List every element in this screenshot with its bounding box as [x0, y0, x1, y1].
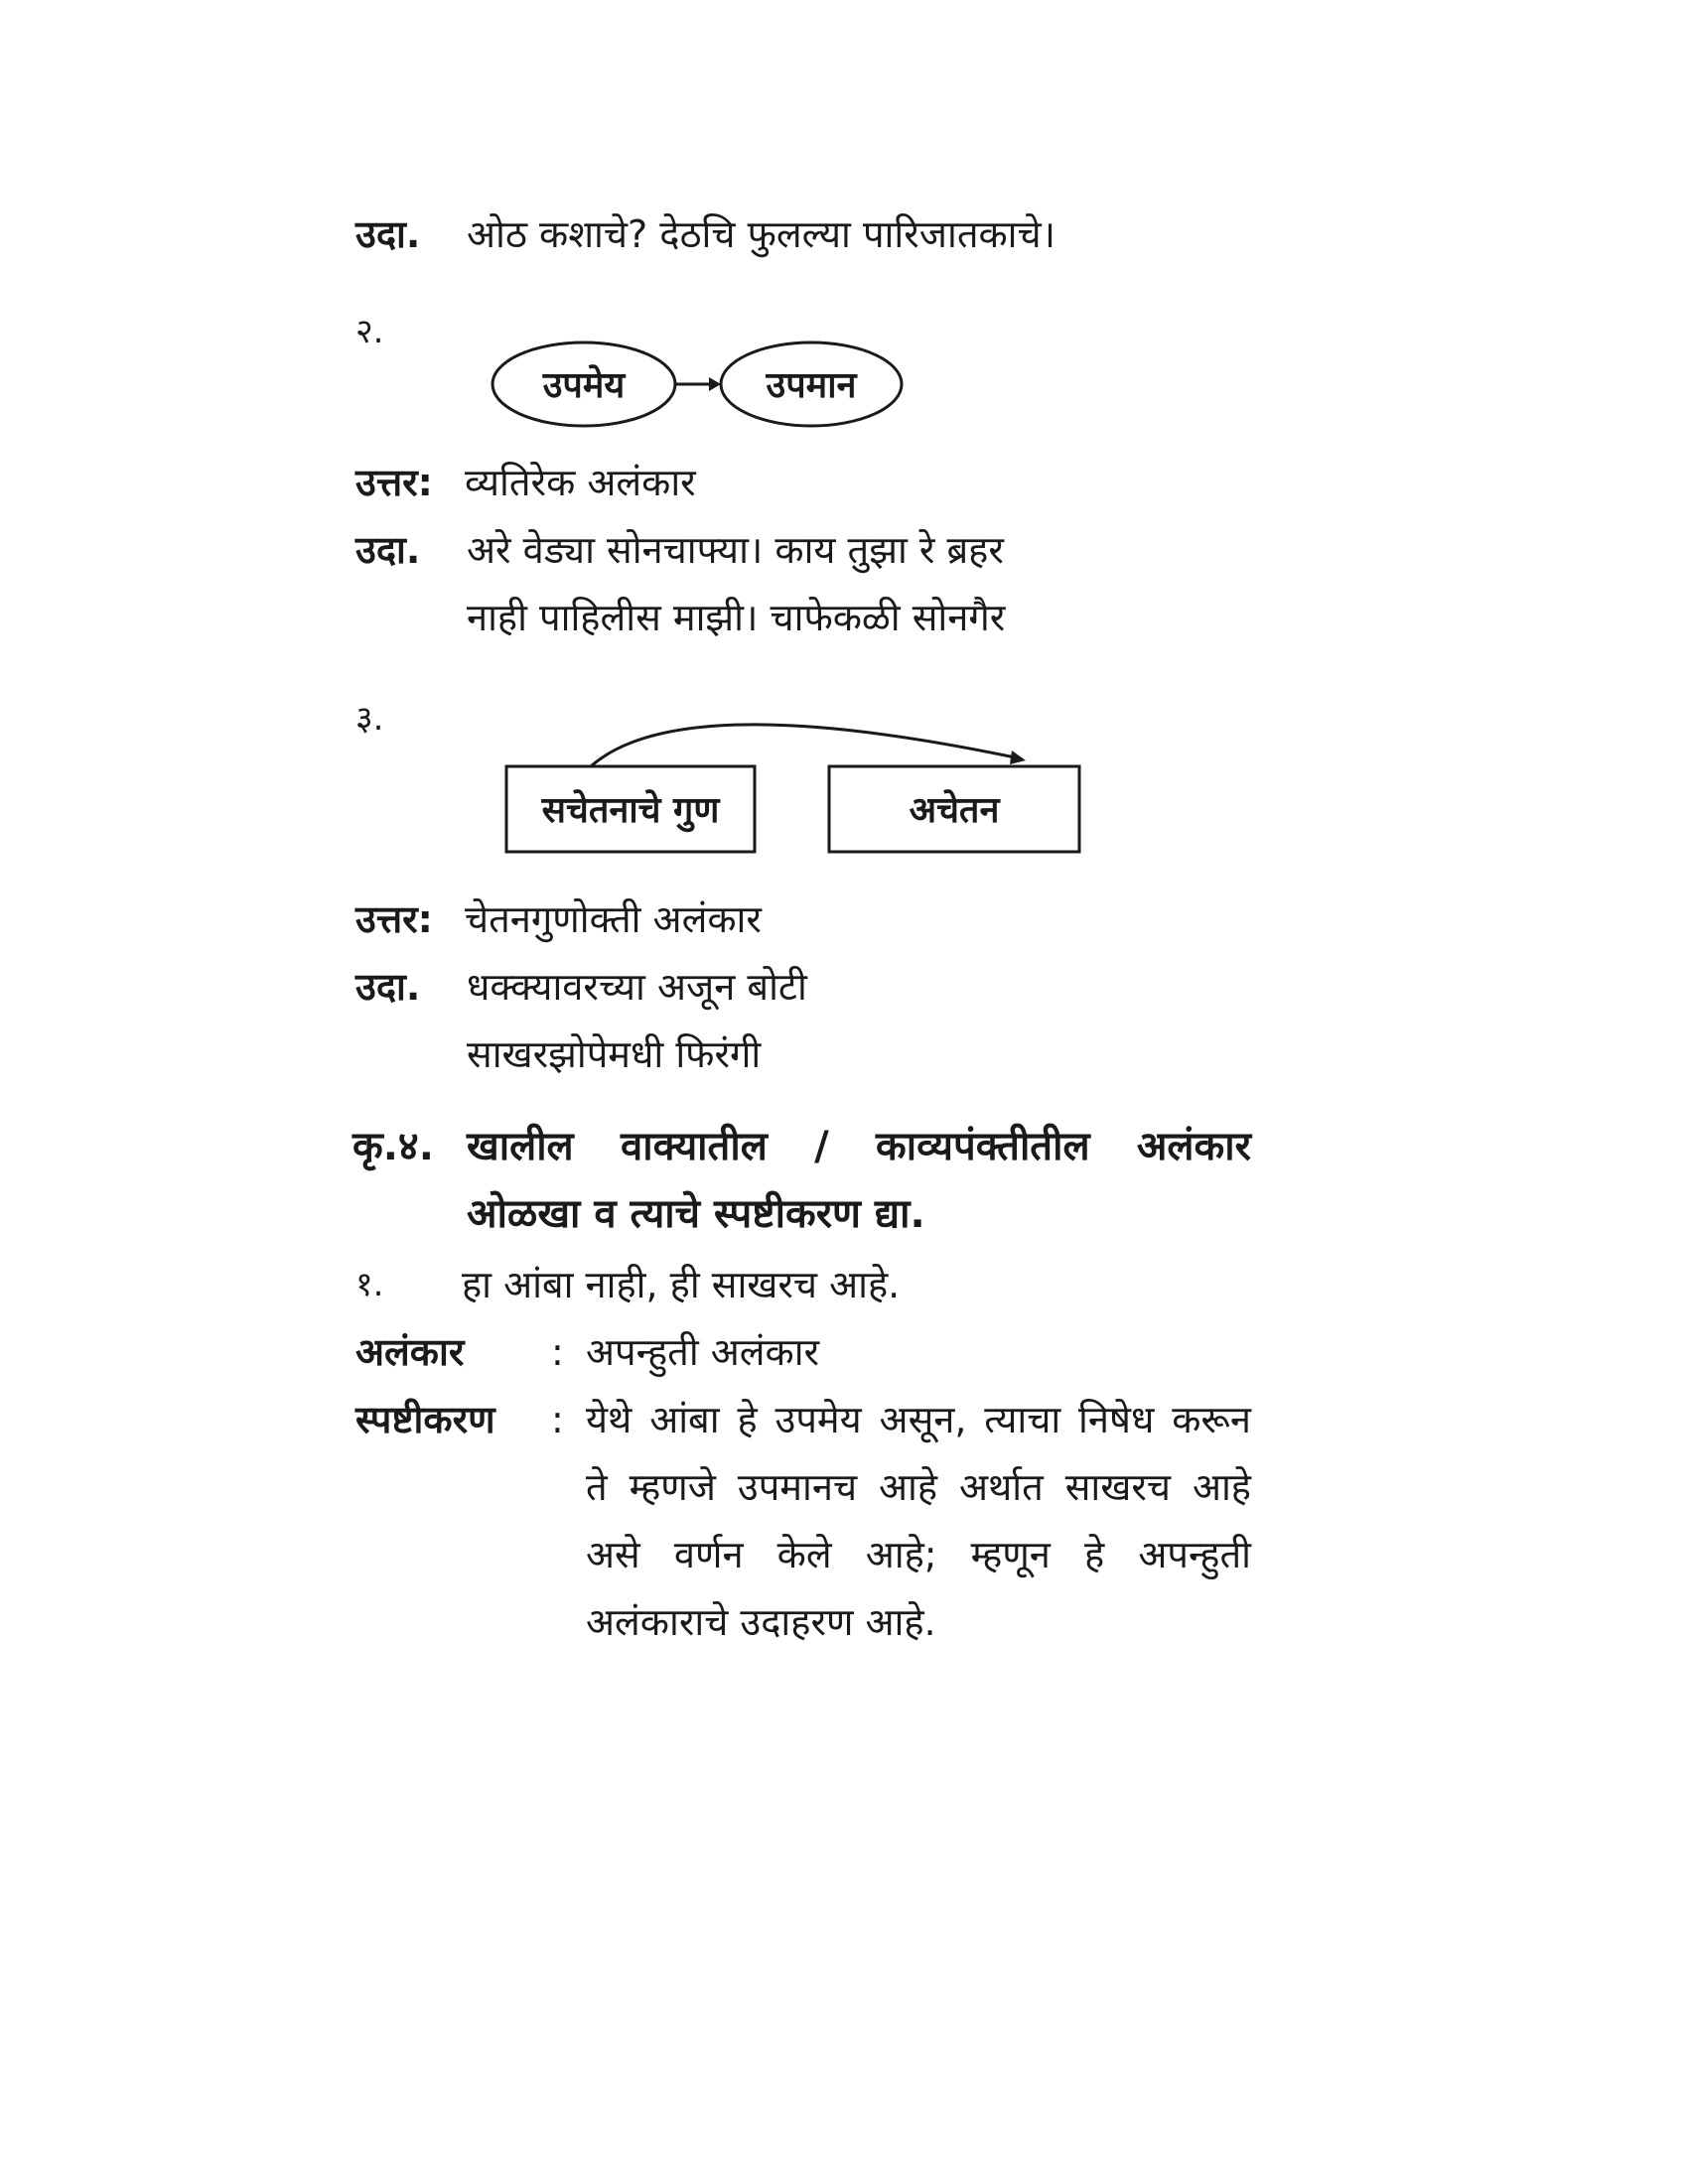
explanation-line-4: अलंकाराचे उदाहरण आहे. — [586, 1600, 936, 1644]
example-label: उदा. — [355, 965, 421, 1009]
achetan-text: अचेतन — [909, 790, 1000, 831]
question-text: हा आंबा नाही, ही साखरच आहे. — [462, 1263, 901, 1306]
sachetan-text: सचेतनाचे गुण — [541, 790, 720, 831]
example-line-2: साखरझोपेमधी फिरंगी — [467, 1032, 762, 1076]
example-label: उदा. — [355, 528, 421, 572]
answer-label: उत्तर: — [355, 461, 433, 504]
chetan-guna-diagram — [501, 695, 1097, 864]
upaman-text: उपमान — [766, 365, 857, 406]
example-line-1: अरे वेड्या सोनचाफ्या। काय तुझा रे ब्रहर — [467, 528, 1004, 572]
answer-text: चेतनगुणोक्ती अलंकार — [465, 897, 762, 941]
item-number: ३. — [355, 699, 384, 739]
section-heading-line-2: ओळखा व त्याचे स्पष्टीकरण द्या. — [467, 1191, 925, 1237]
example-text: ओठ कशाचे? देठचि फुलल्या पारिजातकाचे। — [467, 212, 1056, 256]
alankar-label: अलंकार — [355, 1330, 465, 1374]
example-line-1: धक्क्यावरच्या अजून बोटी — [467, 965, 807, 1009]
alankar-colon: : — [551, 1330, 564, 1374]
example-label: उदा. — [355, 212, 421, 256]
explanation-label: स्पष्टीकरण — [355, 1398, 495, 1441]
question-number: १. — [355, 1265, 384, 1304]
answer-text: व्यतिरेक अलंकार — [465, 461, 696, 504]
upamey-upaman-diagram — [487, 338, 923, 447]
explanation-colon: : — [551, 1398, 564, 1441]
explanation-line-1: येथे आंबा हे उपमेय असून, त्याचा निषेध करून — [586, 1398, 1251, 1441]
explanation-line-2: ते म्हणजे उपमानच आहे अर्थात साखरच आहे — [586, 1465, 1251, 1509]
section-number: कृ.४. — [352, 1124, 434, 1169]
answer-label: उत्तर: — [355, 897, 433, 941]
item-number: २. — [355, 312, 384, 351]
explanation-line-3: असे वर्णन केले आहे; म्हणून हे अपन्हुती — [586, 1533, 1251, 1576]
upamey-text: उपमेय — [542, 365, 626, 406]
example-line-2: नाही पाहिलीस माझी। चाफेकळी सोनगैर — [467, 596, 1006, 639]
diagram-arrow-head — [1010, 751, 1026, 764]
alankar-text: अपन्हुती अलंकार — [586, 1330, 820, 1374]
section-heading-line-1: खालील वाक्यातील / काव्यपंक्तीतील अलंकार — [467, 1124, 1251, 1169]
diagram-curved-arrow — [591, 725, 1020, 766]
diagram-arrow-head — [709, 377, 721, 391]
